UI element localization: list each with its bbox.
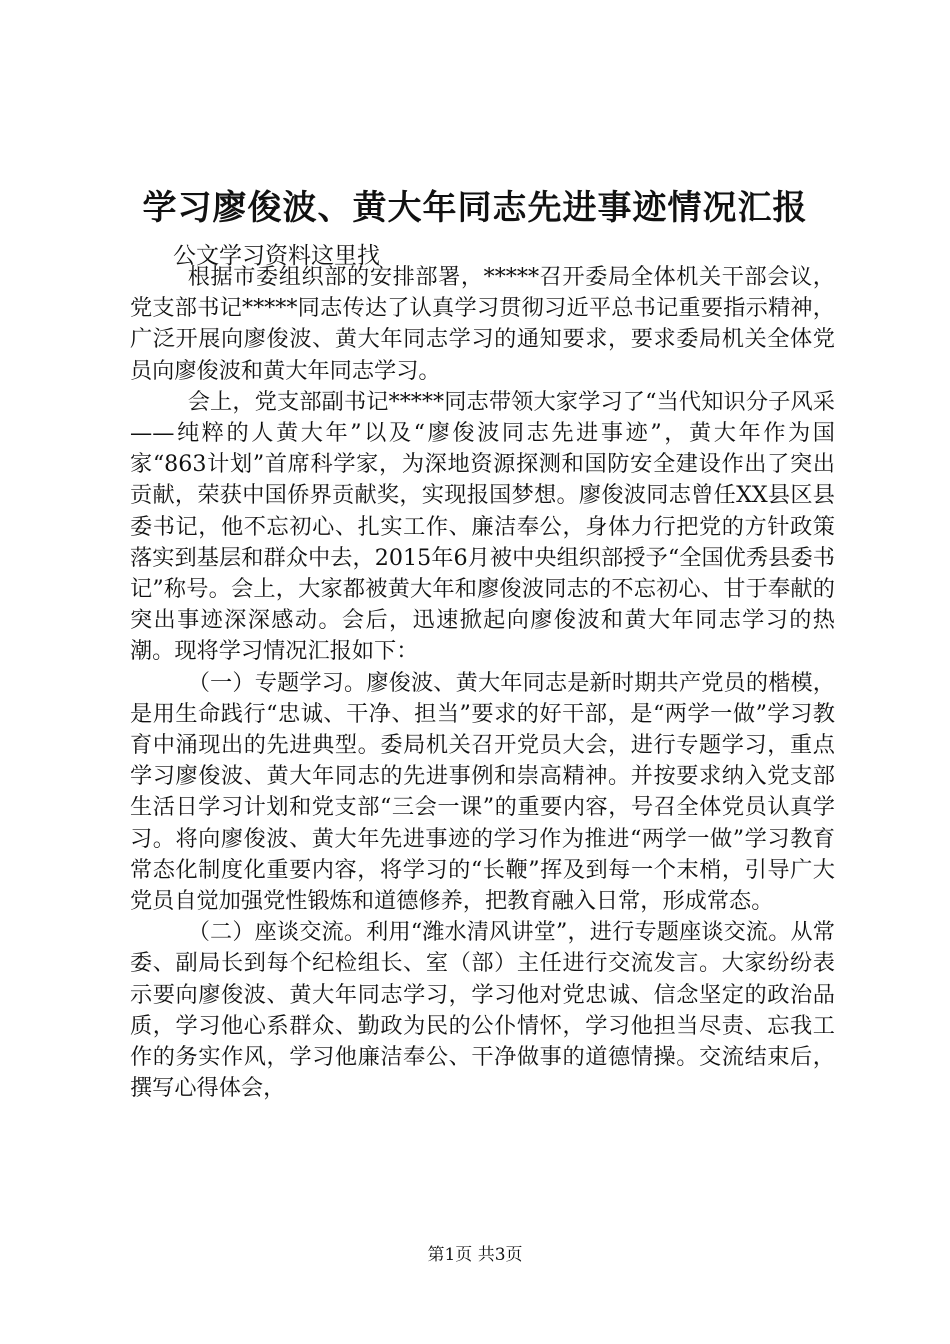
document-title: 学习廖俊波、黄大年同志先进事迹情况汇报 xyxy=(142,188,808,228)
paragraph: 会上，党支部副书记*****同志带领大家学习了“当代知识分子风采——纯粹的人黄大年”以及“廖俊波同志先进事迹”，黄大年作为国家“863计划”首席科学家，为深地资源探测和国防安全建设作出了突出贡献，荣获中国侨界贡献奖，实现报国梦想。廖俊波同志曾任XX县区县委书记，他不忘初心、扎实工作、廉洁奉公，身体力行把党的方针政策落实到基层和群众中去，2015年6月被中央组织部授予“全国优秀县委书记”称号。会上，大家都被黄大年和廖俊波同志的不忘初心、甘于奉献的突出事迹深深感动。会后，迅速掀起向廖俊波和黄大年同志学习的热潮。现将学习情况汇报如下： xyxy=(130,388,835,665)
paragraph: 根据市委组织部的安排部署，*****召开委局全体机关干部会议，党支部书记*****同志传达了认真学习贯彻习近平总书记重要指示精神，广泛开展向廖俊波、黄大年同志学习的通知要求，要求委局机关全体党员向廖俊波和黄大年同志学习。 xyxy=(130,264,835,384)
paragraph: （一）专题学习。廖俊波、黄大年同志是新时期共产党员的楷模，是用生命践行“忠诚、干净、担当”要求的好干部，是“两学一做”学习教育中涌现出的先进典型。委局机关召开党员大会，进行专题学习，重点学习廖俊波、黄大年同志的先进事例和崇高精神。并按要求纳入党支部生活日学习计划和党支部“三会一课”的重要内容，号召全体党员认真学习。将向廖俊波、黄大年先进事迹的学习作为推进“两学一做”学习教育常态化制度化重要内容，将学习的“长鞭”挥及到每一个末梢，引导广大党员自觉加强党性锻炼和道德修养，把教育融入日常，形成常态。 xyxy=(130,669,835,915)
document-subtitle: 公文学习资料这里找 xyxy=(173,243,380,269)
paragraph: （二）座谈交流。利用“潍水清风讲堂”，进行专题座谈交流。从常委、副局长到每个纪检组长、室（部）主任进行交流发言。大家纷纷表示要向廖俊波、黄大年同志学习，学习他对党忠诚、信念坚定的政治品质，学习他心系群众、勤政为民的公仆情怀，学习他担当尽责、忘我工作的务实作风，学习他廉洁奉公、干净做事的道德情操。交流结束后，撰写心得体会， xyxy=(130,919,835,1102)
page-number-footer: 第1页 共3页 xyxy=(427,1245,523,1265)
document-body xyxy=(130,262,835,1104)
